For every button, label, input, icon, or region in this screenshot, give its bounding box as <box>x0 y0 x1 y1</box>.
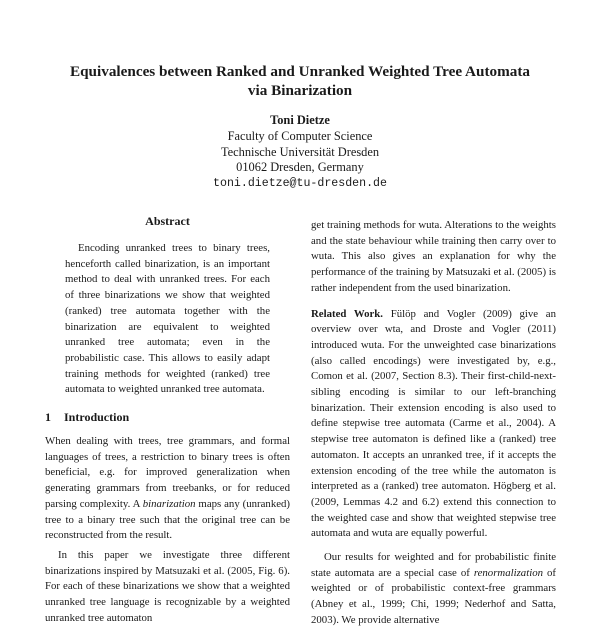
results-paragraph: Our results for weighted and for probabilistic finite state automata are a special case of renormalization of weighted or of probabilistic context-free grammars (Abney et al., 1999; Chi, 1999; Nederhof and Satta, 2003). We provide alternative <box>311 551 556 626</box>
related-work-heading: Related Work. <box>311 307 383 320</box>
term-binarization: binarization <box>142 497 196 510</box>
introduction-body <box>45 434 290 626</box>
intro-paragraph-1: When dealing with trees, tree grammars, and formal languages of trees, a restriction to binary trees is often beneficial, e.g. for improved generalization when generating grammars from treebanks, or for reduced parsing complexity. A binarization maps any (unranked) tree to a binary tree such that the original tree can be reconstructed from the result. <box>45 435 291 542</box>
author-affiliation-1: Faculty of Computer Science <box>227 128 373 143</box>
intro-paragraph-2: In this paper we investigate three different binarizations inspired by Matsuzaki et al. (2005, Fig. 6). For each of these binarizations we show that a weighted unranked tree language is recognizable by a weighted unranked tree automaton <box>45 548 290 624</box>
abstract-text: Encoding unranked trees to binary trees, henceforth called binarization, is an important method to deal with unranked trees. For each of three binarizations we show that weighted (ranked) tree automata together with the binarization are equivalent to weighted unranked tree automata; even in the probabilistic case. This allows to easily adapt training methods for weighted (ranked) tree automata to weighted unranked tree automata. <box>65 242 270 396</box>
section-title: Introduction <box>64 410 130 425</box>
author-name: Toni Dietze <box>270 113 330 127</box>
title-line-2: via Binarization <box>247 82 353 99</box>
paper-title <box>40 62 560 100</box>
section-heading-introduction <box>45 410 290 425</box>
title-line-1: Equivalences between Ranked and Unranked Weighted Tree Automata <box>69 63 531 80</box>
author-block <box>100 113 500 192</box>
author-affiliation-2: Technische Universität Dresden <box>220 144 380 159</box>
abstract-heading: Abstract <box>145 214 190 228</box>
left-column <box>45 214 290 630</box>
related-work-paragraph: Related Work. Fülöp and Vogler (2009) give an overview over wta, and Droste and Vogler (2011) introduced wuta. For the unweighted case binarizations (also called encodings) were investigated by, e.g., Comon et al. (2007, Section 8.3). Their first-child-next-sibling encoding is similar to our left-branching binarization. Their extension encoding is also used to define stepwise tree automata (Carme et al., 2004). A stepwise tree automaton is defined like a (ranked) tree automaton. It accepts an unranked tree, if it accepts the extension encoding of the tree while the automaton is interpreted as a (ranked) tree automaton. Högberg et al. (2009, Lemmas 4.2 and 6.2) extend this connection to the weighted case and show that weighted stepwise tree automata and wuta are equally powerful. <box>311 307 556 540</box>
abstract <box>65 241 270 398</box>
author-email: toni.dietze@tu-dresden.de <box>213 177 387 191</box>
author-address: 01062 Dresden, Germany <box>236 160 364 175</box>
section-number: 1 <box>45 410 51 425</box>
term-renormalization: renormalization <box>473 566 543 579</box>
right-column <box>311 218 556 633</box>
continued-paragraph: get training methods for wuta. Alterations to the weights and the state behaviour while training then carry over to wuta. This also gives an explanation for why the performance of the training by Matsuzaki et al. (2005) is rather independent from the used binarization. <box>311 219 556 294</box>
right-column-body <box>311 218 556 629</box>
